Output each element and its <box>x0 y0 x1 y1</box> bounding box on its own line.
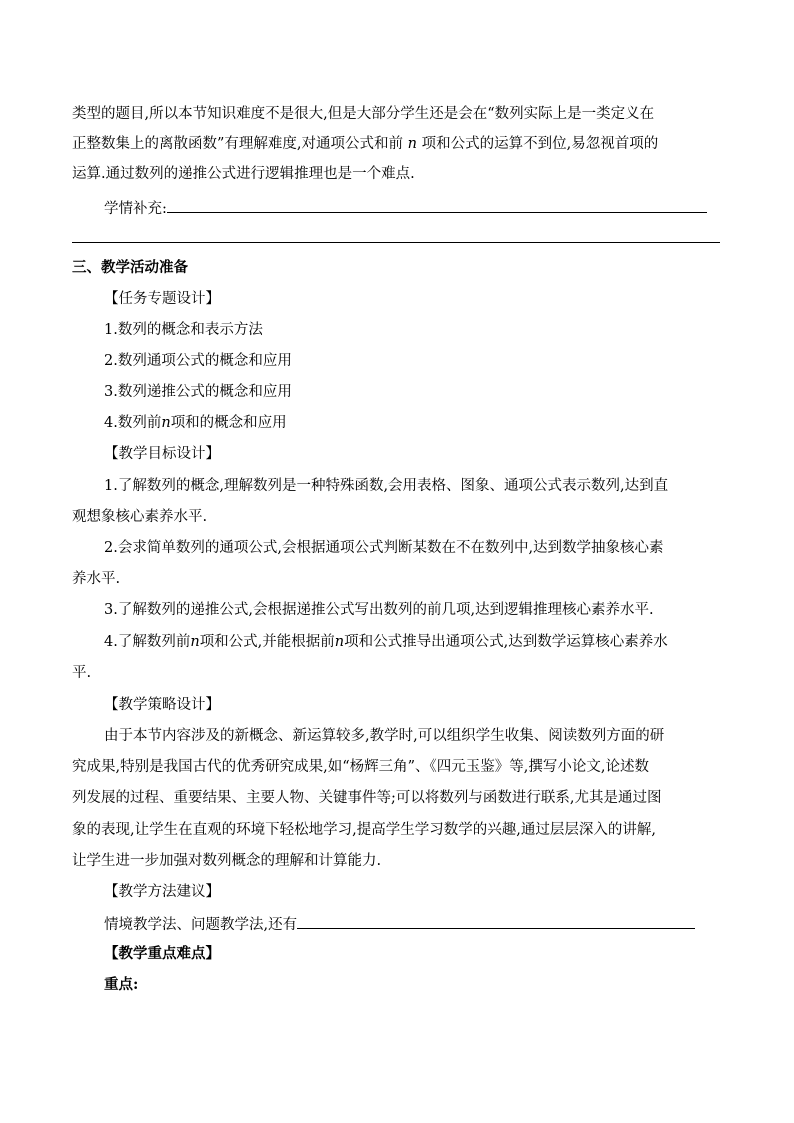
keypoint-label: 重点: <box>104 976 139 993</box>
var-n: n <box>407 136 417 152</box>
var-n: n <box>334 634 345 650</box>
strategy-line-2: 究成果,特别是我国古代的优秀研究成果,如“杨辉三角”、《四元玉鉴》等,撰写小论文,论述数 <box>72 759 650 775</box>
method-heading: 【教学方法建议】 <box>104 884 220 900</box>
goal-4-line-2: 平. <box>72 665 92 681</box>
strategy-heading: 【教学策略设计】 <box>104 697 220 713</box>
intro-line-2 <box>72 134 722 154</box>
intro-line-1: 类型的题目,所以本节知识难度不是很大,但是大部分学生还是会在“数列实际上是一类定义在 <box>72 106 655 122</box>
goal-4-line-1 <box>104 632 722 652</box>
supplement-label: 学情补充: <box>104 201 167 217</box>
method-blank[interactable] <box>297 913 695 929</box>
goal-2-line-2: 养水平. <box>72 571 121 587</box>
var-n: n <box>161 415 171 431</box>
goal-1-line-1: 1.了解数列的概念,理解数列是一种特殊函数,会用表格、图象、通项公式表示数列,达到直 <box>104 478 669 494</box>
supplement-blank[interactable] <box>167 197 707 213</box>
goal-4-a3: 项和公式推导出通项公式,达到数学运算核心素养水 <box>344 634 668 650</box>
task-item-3: 3.数列递推公式的概念和应用 <box>104 384 292 400</box>
section-3-title: 三、教学活动准备 <box>72 259 188 276</box>
goal-2-line-1: 2.会求简单数列的通项公式,会根据通项公式判断某数在不在数列中,达到数学抽象核心素 <box>104 540 664 556</box>
intro-line-2-b: 项和公式的运算不到位,易忽视首项的 <box>416 136 659 152</box>
strategy-line-4: 象的表现,让学生在直观的环境下轻松地学习,提高学生学习数学的兴趣,通过层层深入的讲解, <box>72 822 656 838</box>
goal-3: 3.了解数列的递推公式,会根据递推公式写出数列的前几项,达到逻辑推理核心素养水平. <box>104 602 654 618</box>
var-n: n <box>190 634 200 650</box>
task-item-2: 2.数列通项公式的概念和应用 <box>104 353 292 369</box>
method-text: 情境教学法、问题教学法,还有 <box>104 917 298 933</box>
task-heading: 【任务专题设计】 <box>104 291 220 307</box>
supplement-row <box>104 197 722 219</box>
strategy-line-1: 由于本节内容涉及的新概念、新运算较多,教学时,可以组织学生收集、阅读数列方面的研 <box>104 728 665 744</box>
method-row <box>104 913 722 935</box>
keypoints-heading: 【教学重点难点】 <box>104 945 220 962</box>
goal-heading: 【教学目标设计】 <box>104 446 220 462</box>
task-item-4-a: 4.数列前 <box>104 415 162 431</box>
task-item-1: 1.数列的概念和表示方法 <box>104 322 263 338</box>
task-item-4 <box>104 413 722 433</box>
supplement-blank-line-2[interactable] <box>72 242 720 243</box>
goal-1-line-2: 观想象核心素养水平. <box>72 509 208 525</box>
task-item-4-b: 项和的概念和应用 <box>170 415 287 431</box>
strategy-line-3: 列发展的过程、重要结果、主要人物、关键事件等;可以将数列与函数进行联系,尤其是通过图 <box>72 790 662 806</box>
intro-line-2-a: 正整数集上的离散函数”有理解难度,对通项公式和前 <box>72 136 408 152</box>
goal-4-a2: 项和公式,并能根据前 <box>199 634 335 650</box>
strategy-line-5: 让学生进一步加强对数列概念的理解和计算能力. <box>72 853 382 869</box>
goal-4-a1: 4.了解数列前 <box>104 634 191 650</box>
intro-line-3: 运算.通过数列的递推公式进行逻辑推理也是一个难点. <box>72 166 415 182</box>
